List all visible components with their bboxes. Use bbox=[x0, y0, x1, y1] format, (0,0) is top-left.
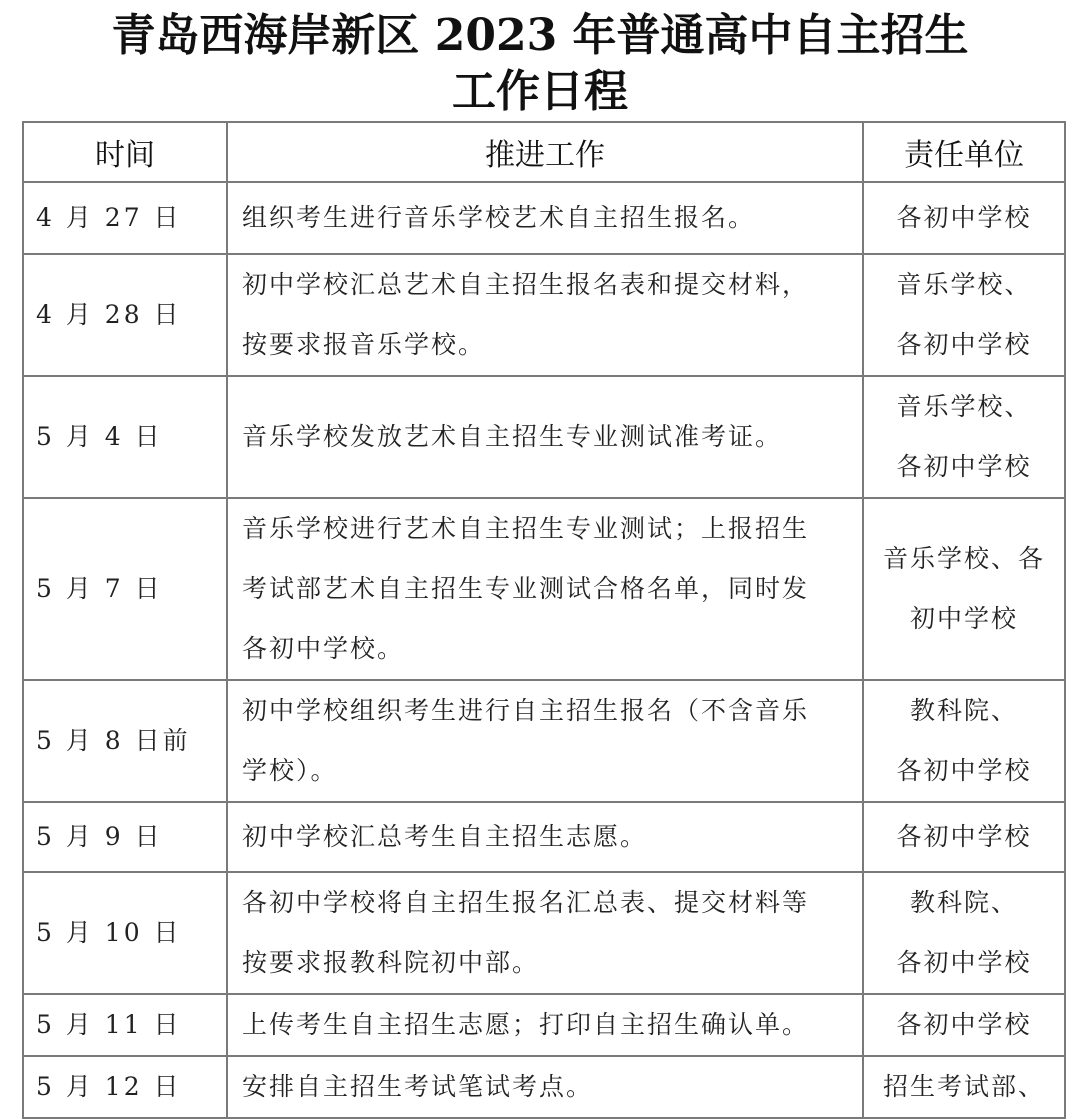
cell-date: 5 月 11 日 bbox=[23, 994, 227, 1056]
work-text-line: 上传考生自主招生志愿；打印自主招生确认单。 bbox=[242, 1010, 810, 1039]
cell-responsible-unit bbox=[863, 1056, 1065, 1118]
cell-responsible-unit bbox=[863, 802, 1065, 872]
cell-date: 5 月 8 日前 bbox=[23, 680, 227, 802]
unit-text-line: 教科院、 bbox=[909, 696, 1018, 725]
work-text-line: 初中学校汇总艺术自主招生报名表和提交材料， bbox=[242, 270, 810, 299]
table-body bbox=[23, 182, 1065, 1118]
work-text-line: 音乐学校进行艺术自主招生专业测试；上报招生 bbox=[242, 514, 810, 543]
header-time: 时间 bbox=[23, 122, 227, 182]
cell-responsible-unit bbox=[863, 254, 1065, 376]
header-unit: 责任单位 bbox=[863, 122, 1065, 182]
table-row bbox=[23, 1056, 1065, 1118]
cell-responsible-unit bbox=[863, 376, 1065, 498]
work-text-line: 初中学校汇总考生自主招生志愿。 bbox=[242, 822, 648, 851]
unit-text-line: 音乐学校、 bbox=[896, 270, 1032, 299]
unit-text-line: 音乐学校、各 bbox=[882, 544, 1045, 573]
table-row bbox=[23, 376, 1065, 498]
work-text-line: 按要求报音乐学校。 bbox=[242, 330, 486, 359]
cell-date: 4 月 27 日 bbox=[23, 182, 227, 254]
cell-work bbox=[227, 1056, 863, 1118]
unit-text-line: 教科院、 bbox=[909, 888, 1018, 917]
work-text-line: 各初中学校。 bbox=[242, 634, 405, 663]
cell-date: 5 月 10 日 bbox=[23, 872, 227, 994]
cell-work bbox=[227, 802, 863, 872]
table-row bbox=[23, 872, 1065, 994]
unit-text-line: 各初中学校 bbox=[896, 452, 1032, 481]
document-title-line1: 青岛西海岸新区 2023 年普通高中自主招生 bbox=[111, 10, 969, 61]
cell-work bbox=[227, 872, 863, 994]
table-row bbox=[23, 680, 1065, 802]
cell-date: 4 月 28 日 bbox=[23, 254, 227, 376]
table-row bbox=[23, 498, 1065, 680]
cell-date: 5 月 7 日 bbox=[23, 498, 227, 680]
work-text-line: 组织考生进行音乐学校艺术自主招生报名。 bbox=[242, 203, 756, 232]
unit-text-line: 各初中学校 bbox=[896, 756, 1032, 785]
cell-work bbox=[227, 994, 863, 1056]
table-row bbox=[23, 994, 1065, 1056]
table-header-row bbox=[23, 122, 1065, 182]
unit-text-line: 各初中学校 bbox=[896, 822, 1032, 851]
work-text-line: 考试部艺术自主招生专业测试合格名单，同时发 bbox=[242, 574, 810, 603]
cell-responsible-unit bbox=[863, 182, 1065, 254]
schedule-table bbox=[22, 121, 1066, 1119]
unit-text-line: 各初中学校 bbox=[896, 948, 1032, 977]
document-title-line2: 工作日程 bbox=[452, 66, 628, 117]
cell-work bbox=[227, 376, 863, 498]
cell-work bbox=[227, 680, 863, 802]
cell-date: 5 月 9 日 bbox=[23, 802, 227, 872]
work-text-line: 按要求报教科院初中部。 bbox=[242, 948, 540, 977]
unit-text-line: 招生考试部、 bbox=[882, 1072, 1045, 1101]
work-text-line: 安排自主招生考试笔试考点。 bbox=[242, 1072, 594, 1101]
cell-work bbox=[227, 498, 863, 680]
cell-date: 5 月 12 日 bbox=[23, 1056, 227, 1118]
unit-text-line: 各初中学校 bbox=[896, 330, 1032, 359]
unit-text-line: 音乐学校、 bbox=[896, 392, 1032, 421]
header-work: 推进工作 bbox=[227, 122, 863, 182]
work-text-line: 各初中学校将自主招生报名汇总表、提交材料等 bbox=[242, 888, 810, 917]
table-row bbox=[23, 254, 1065, 376]
work-text-line: 音乐学校发放艺术自主招生专业测试准考证。 bbox=[242, 422, 783, 451]
cell-responsible-unit bbox=[863, 680, 1065, 802]
cell-work bbox=[227, 254, 863, 376]
cell-responsible-unit bbox=[863, 498, 1065, 680]
unit-text-line: 各初中学校 bbox=[896, 203, 1032, 232]
unit-text-line: 各初中学校 bbox=[896, 1010, 1032, 1039]
cell-responsible-unit bbox=[863, 872, 1065, 994]
work-text-line: 学校）。 bbox=[242, 756, 338, 785]
table-row bbox=[23, 182, 1065, 254]
unit-text-line: 初中学校 bbox=[909, 604, 1018, 633]
cell-date: 5 月 4 日 bbox=[23, 376, 227, 498]
cell-responsible-unit bbox=[863, 994, 1065, 1056]
table-row bbox=[23, 802, 1065, 872]
work-text-line: 初中学校组织考生进行自主招生报名（不含音乐 bbox=[242, 696, 810, 725]
cell-work bbox=[227, 182, 863, 254]
